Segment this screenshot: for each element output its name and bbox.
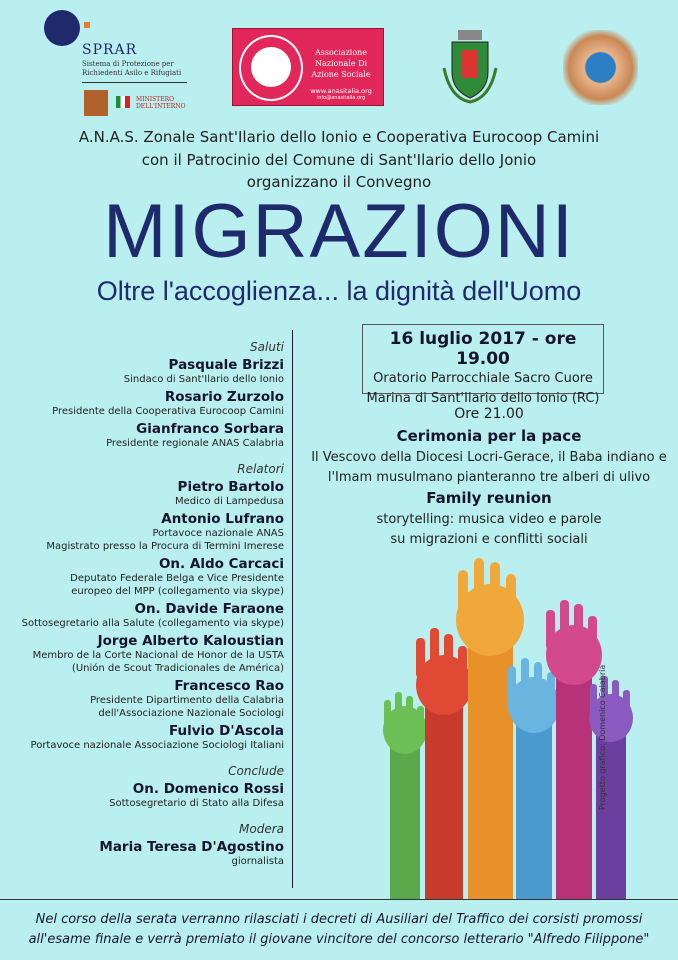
ceremony-title: Cerimonia per la pace: [396, 427, 582, 445]
date-box: [362, 324, 604, 406]
anas-emblem-icon: [239, 35, 303, 101]
speaker-role: Medico di Lampedusa: [175, 496, 284, 507]
event-date: 16 luglio 2017 - ore 19.00: [389, 329, 577, 369]
speaker-name: Antonio Lufrano: [161, 511, 284, 527]
hand-blue: [508, 658, 560, 900]
speaker-role: Membro de la Corte Nacional de Honor de la USTA: [32, 650, 284, 661]
italy-flag-icon: [116, 96, 130, 108]
speakers-column: [20, 336, 284, 868]
intro-line-3: organizzano il Convegno: [246, 173, 432, 191]
ceremony-desc-1: Il Vescovo della Diocesi Locri-Gerace, il Baba indiano e: [311, 450, 667, 465]
saluti-heading: Saluti: [250, 340, 284, 354]
speaker-role: (Unión de Scout Tradicionales de América): [71, 663, 284, 674]
family-title: Family reunion: [426, 489, 552, 507]
footer-divider: [0, 899, 678, 900]
anas-email: info@anasitalia.org: [316, 95, 366, 101]
hand-magenta: [546, 600, 602, 900]
anas-logo: [232, 28, 384, 106]
venue-line-2: Marina di Sant'Ilario dello Ionio (RC): [366, 391, 600, 406]
ceremony-desc-2: l'Imam musulmano pianteranno tre alberi di ulivo: [327, 470, 651, 485]
speaker-name: Gianfranco Sorbara: [136, 421, 284, 437]
speaker-name: Pietro Bartolo: [177, 479, 284, 495]
globe-hands-image: [563, 30, 638, 105]
speaker-role: Sindaco di Sant'Ilario dello Ionio: [123, 374, 284, 385]
speaker-role: Portavoce nazionale ANAS: [152, 528, 284, 539]
family-desc-1: storytelling: musica video e parole: [376, 512, 602, 527]
speaker-name: Francesco Rao: [174, 678, 284, 694]
speaker-name: On. Domenico Rossi: [132, 781, 284, 797]
column-divider: [292, 330, 293, 888]
sprar-divider: [82, 82, 187, 83]
modera-heading: Modera: [239, 822, 284, 836]
speaker-role: Sottosegretario di Stato alla Difesa: [109, 798, 284, 809]
sprar-square-icon: [84, 22, 90, 28]
speaker-role: giornalista: [231, 856, 284, 867]
sprar-circle-icon: [44, 10, 80, 46]
footer-note: [20, 910, 658, 950]
sprar-name: SPRAR: [82, 42, 138, 58]
hand-orange: [456, 558, 524, 900]
event-subtitle: Oltre l'accoglienza... la dignità dell'Uomo: [96, 276, 582, 306]
speaker-name: Maria Teresa D'Agostino: [99, 839, 284, 855]
speaker-role: Portavoce nazionale Associazione Sociologi Italiani: [30, 740, 284, 751]
hand-green: [383, 692, 427, 900]
speaker-name: Pasquale Brizzi: [168, 357, 284, 373]
speaker-name: On. Aldo Carcaci: [158, 556, 284, 572]
speaker-role: Sottosegretario alla Salute (collegamento via skype): [21, 618, 284, 629]
event-title: MIGRAZIONI: [103, 189, 575, 274]
speaker-name: Rosario Zurzolo: [164, 389, 284, 405]
graphic-credit: Progetto grafico: Domenico Calabria: [598, 664, 607, 810]
venue-line-1: Oratorio Parrocchiale Sacro Cuore: [373, 371, 593, 386]
second-time: Ore 21.00: [454, 406, 524, 422]
intro-line-2: con il Patrocinio del Comune di Sant'Ilario dello Jonio: [141, 151, 537, 169]
hand-red: [416, 628, 472, 900]
speaker-role: Presidente regionale ANAS Calabria: [106, 438, 284, 449]
intro-line-1: A.N.A.S. Zonale Sant'Ilario dello Ionio e Cooperativa Eurocoop Camini: [78, 128, 600, 146]
speaker-role: Deputato Federale Belga e Vice Presidente: [70, 573, 284, 584]
speaker-role: Presidente Dipartimento della Calabria: [90, 695, 284, 706]
relatori-heading: Relatori: [237, 462, 284, 476]
anas-website: www.anasitalia.org: [310, 87, 372, 95]
speaker-role: dell'Associazione Nazionale Sociologi: [98, 708, 284, 719]
family-desc-2: su migrazioni e conflitti sociali: [390, 532, 588, 547]
footer-line-1: Nel corso della serata verranno rilasciati i decreti di Ausiliari del Traffico dei corsisti promossi: [35, 912, 643, 927]
speaker-role: Presidente della Cooperativa Eurocoop Camini: [52, 406, 284, 417]
sprar-subtitle: Sistema di Protezione per Richiedenti Asilo e Rifugiati: [82, 60, 182, 77]
speaker-name: Jorge Alberto Kaloustian: [97, 633, 284, 649]
speaker-role: Magistrato presso la Procura di Termini Imerese: [46, 541, 284, 552]
municipal-crest-icon: [440, 28, 500, 104]
hand-purple: [589, 676, 633, 900]
anas-title: Associazione Nazionale Di Azione Sociale: [311, 48, 371, 79]
speaker-name: On. Davide Faraone: [134, 601, 284, 617]
footer-line-2: all'esame finale e verrà premiato il giovane vincitore del concorso letterario "Alfredo Filippone": [28, 932, 650, 947]
sprar-logo: [44, 10, 194, 120]
anas-emblem-inner: [251, 47, 291, 87]
speaker-role: europeo del MPP (collegamento via skype): [71, 586, 284, 597]
building-icon: [84, 90, 108, 116]
conclude-heading: Conclude: [228, 764, 284, 778]
speaker-name: Fulvio D'Ascola: [168, 723, 284, 739]
ministero-label: MINISTERO DELL'INTERNO: [136, 96, 186, 110]
